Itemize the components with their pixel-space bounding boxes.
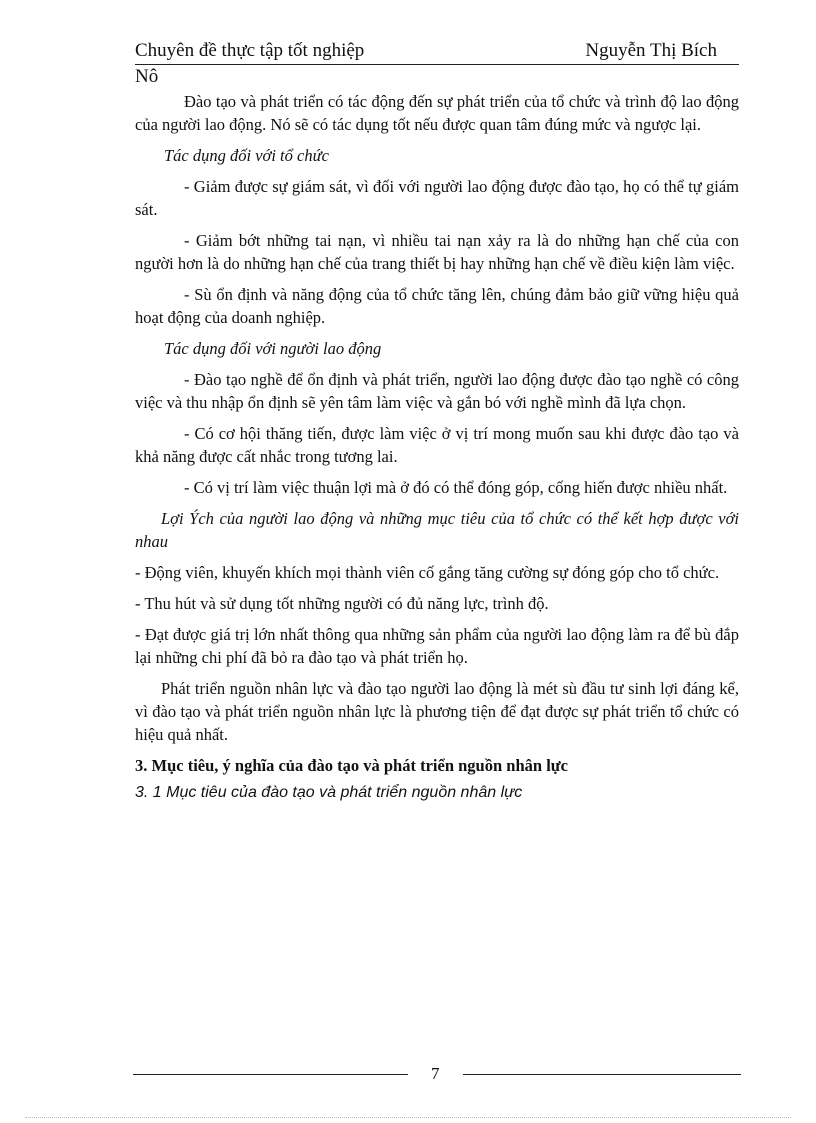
page-bottom-border [25, 1117, 791, 1118]
paragraph-bullet: - Giảm bớt những tai nạn, vì nhiều tai nạn xảy ra là do những hạn chế của con người hơn là do những hạn chế của trang thiết bị hay những hạn chế về điều kiện làm việc. [135, 231, 739, 273]
paragraph-bullet: - Có cơ hội thăng tiến, được làm việc ở vị trí mong muốn sau khi được đào tạo và khả năng được cất nhắc trong tương lai. [135, 424, 739, 466]
page-header [135, 40, 739, 65]
paragraph-bullet: - Sù ổn định và năng động của tổ chức tăng lên, chúng đảm bảo giữ vững hiệu quả hoạt động của doanh nghiệp. [135, 285, 739, 327]
header-title: Chuyên đề thực tập tốt nghiệp [135, 40, 365, 61]
header-author-continued: Nô [135, 66, 159, 87]
paragraph-bullet: - Có vị trí làm việc thuận lợi mà ở đó có thể đóng góp, cống hiến được nhiều nhất. [184, 478, 728, 497]
page-footer [133, 1064, 741, 1084]
paragraph-summary: Phát triển nguồn nhân lực và đào tạo người lao động là mét sù đầu tư sinh lợi đáng kể, vì đào tạo và phát triển nguồn nhân lực là phương tiện để đạt được sự phát triển tổ chức có hiệu quả nhất. [135, 679, 739, 744]
paragraph-bullet: - Động viên, khuyến khích mọi thành viên cố gắng tăng cường sự đóng góp cho tổ chức. [135, 563, 720, 582]
subheading-organization: Tác dụng đối với tổ chức [164, 146, 329, 165]
paragraph-bullet: - Giảm được sự giám sát, vì đối với người lao động được đào tạo, họ có thể tự giám sát. [135, 177, 739, 219]
document-body [135, 90, 739, 812]
paragraph-bullet: - Đào tạo nghề để ổn định và phát triển, người lao động được đào tạo nghề có công việc và thu nhập ổn định sẽ yên tâm làm việc và gắn bó với nghề mình đã lựa chọn. [135, 370, 739, 412]
header-author: Nguyễn Thị Bích [585, 40, 717, 61]
page-number: 7 [431, 1064, 440, 1083]
subheading-employee: Tác dụng đối với người lao động [164, 339, 382, 358]
subheading-combined-benefits: Lợi Ých của người lao động và những mục tiêu của tổ chức có thể kết hợp được với nhau [135, 509, 739, 551]
paragraph-bullet: - Thu hút và sử dụng tốt những người có đủ năng lực, trình độ. [135, 594, 549, 613]
paragraph-intro: Đào tạo và phát triển có tác động đến sự phát triển của tổ chức và trình độ lao động của người lao động. Nó sẽ có tác dụng tốt nếu được quan tâm đúng mức và ngược lại. [135, 92, 739, 134]
footer-rule-right [463, 1074, 741, 1075]
paragraph-bullet: - Đạt được giá trị lớn nhất thông qua những sản phẩm của người lao động làm ra để bù đắp lại những chi phí đã bỏ ra đào tạo và phát triển họ. [135, 625, 739, 667]
subsection-heading: 3. 1 Mục tiêu của đào tạo và phát triển nguồn nhân lực [135, 784, 523, 801]
footer-rule-left [133, 1074, 408, 1075]
section-heading: 3. Mục tiêu, ý nghĩa của đào tạo và phát triển nguồn nhân lực [135, 756, 569, 775]
